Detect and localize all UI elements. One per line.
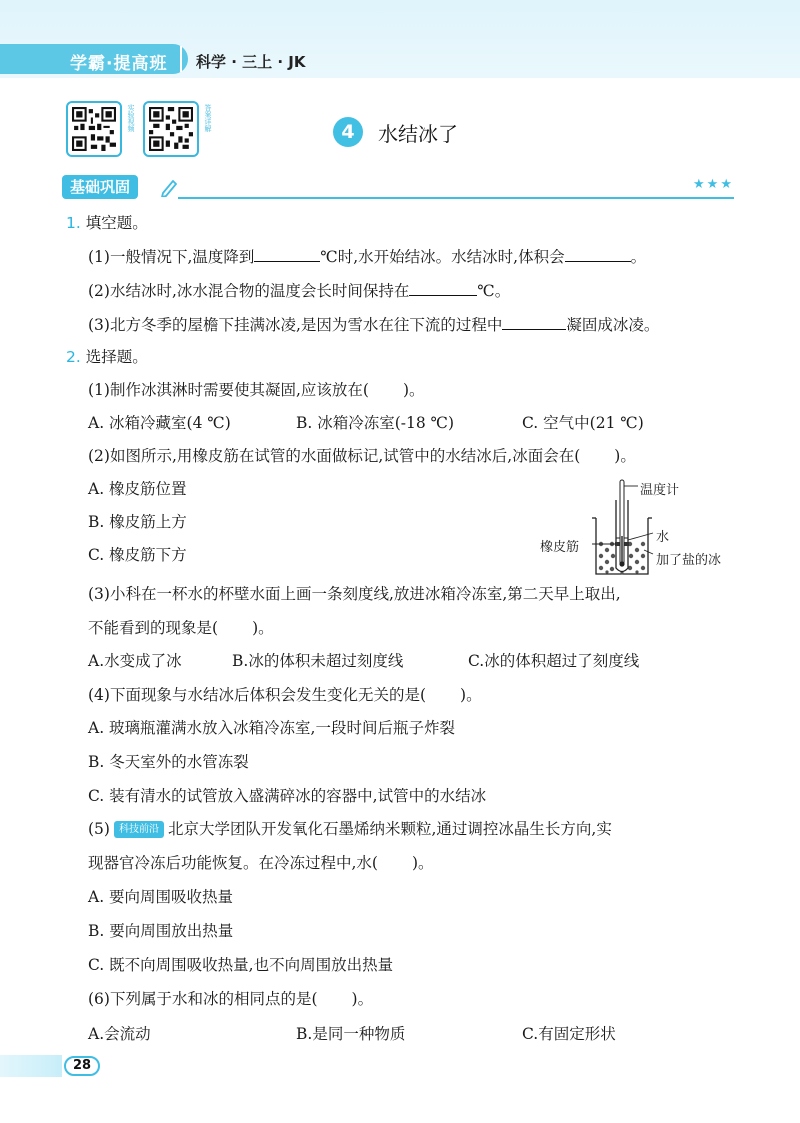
q2-3-option-a: A.水变成了冰 xyxy=(88,652,182,670)
q2-3-stem-line-1: (3)小科在一杯水的杯壁水面上画一条刻度线,放进冰箱冷冻室,第二天早上取出, xyxy=(88,585,621,603)
q2-5-option-b: B. 要向周围放出热量 xyxy=(88,922,234,940)
q1-item-2-text-a: (2)水结冰时,冰水混合物的温度会长时间保持在 xyxy=(88,282,410,300)
q2-5-stem-text-1: 北京大学团队开发氧化石墨烯纳米颗粒,通过调控冰晶生长方向,实 xyxy=(167,820,612,838)
q2-2-option-c: C. 橡皮筋下方 xyxy=(88,546,187,564)
q1-item-2 xyxy=(88,279,510,302)
tech-frontier-badge: 科技前沿 xyxy=(114,821,164,838)
q2-3-stem-text: 不能看到的现象是( xyxy=(88,619,219,637)
qr-code-icon xyxy=(72,107,116,151)
q2-1-option-a: A. 冰箱冷藏室(4 ℃) xyxy=(88,414,231,432)
q1-item-3 xyxy=(88,313,659,336)
q2-3-option-b: B.冰的体积未超过刻度线 xyxy=(232,652,404,670)
q1-item-1-blank-2[interactable] xyxy=(565,245,631,262)
q2-4-option-b: B. 冬天室外的水管冻裂 xyxy=(88,753,249,771)
experiment-figure xyxy=(540,476,740,576)
figure-label-thermometer: 温度计 xyxy=(640,483,680,498)
q2-6-stem-text: (6)下列属于水和冰的相同点的是( xyxy=(88,990,318,1008)
q1-item-1-blank-1[interactable] xyxy=(254,245,320,262)
section-title: 基础巩固 xyxy=(62,175,138,199)
page-number: 28 xyxy=(64,1056,100,1076)
q1-item-3-text-b: 凝固成冰凌。 xyxy=(566,316,660,334)
figure-label-salted-ice: 加了盐的冰 xyxy=(656,553,722,568)
q1-item-2-text-b: ℃。 xyxy=(477,282,511,300)
q1-item-1 xyxy=(88,245,646,268)
q1-item-1-text-b: ℃时,水开始结冰。水结冰时,体积会 xyxy=(320,248,565,266)
qr-code-answers[interactable] xyxy=(143,101,199,157)
lesson-number: 4 xyxy=(333,117,363,147)
q1-item-1-text-a: (1)一般情况下,温度降到 xyxy=(88,248,255,266)
difficulty-stars: ★★★ xyxy=(693,177,734,192)
qr-code-icon xyxy=(149,107,193,151)
qr-label-answers: 答案详解 xyxy=(204,104,212,132)
q2-4-option-a: A. 玻璃瓶灌满水放入冰箱冷冻室,一段时间后瓶子炸裂 xyxy=(88,719,455,737)
q1-heading xyxy=(66,212,148,234)
q2-2-stem-text: (2)如图所示,用橡皮筋在试管的水面做标记,试管中的水结冰后,冰面会在( xyxy=(88,447,581,465)
q2-2-stem-close: )。 xyxy=(614,447,636,465)
section-header xyxy=(62,175,734,199)
q2-5-prefix: (5) xyxy=(88,820,110,838)
q2-2-option-b: B. 橡皮筋上方 xyxy=(88,513,187,531)
q1-item-1-text-c: 。 xyxy=(630,248,647,266)
q2-1-option-b: B. 冰箱冷冻室(-18 ℃) xyxy=(296,414,455,432)
q2-5-option-c: C. 既不向周围吸收热量,也不向周围放出热量 xyxy=(88,956,394,974)
q2-6-option-a: A.会流动 xyxy=(88,1025,151,1043)
q2-6-stem xyxy=(88,988,373,1010)
subject-line: 科学 · 三上 · JK xyxy=(196,53,306,71)
q1-item-3-blank[interactable] xyxy=(502,313,566,330)
q2-1-stem-text: (1)制作冰淇淋时需要使其凝固,应该放在( xyxy=(88,381,369,399)
q2-3-option-c: C.冰的体积超过了刻度线 xyxy=(468,652,640,670)
q1-item-3-text-a: (3)北方冬季的屋檐下挂满冰凌,是因为雪水在往下流的过程中 xyxy=(88,316,503,334)
q2-2-option-a: A. 橡皮筋位置 xyxy=(88,480,187,498)
q2-5-stem-line-2 xyxy=(88,852,434,874)
q1-title: 填空题。 xyxy=(85,214,148,232)
lesson-title: 水结冰了 xyxy=(378,122,458,146)
q2-6-stem-close: )。 xyxy=(351,990,374,1008)
q2-5-option-a: A. 要向周围吸收热量 xyxy=(88,888,234,906)
q2-4-option-c: C. 装有清水的试管放入盛满碎冰的容器中,试管中的水结冰 xyxy=(88,787,487,805)
q2-1-stem-close: )。 xyxy=(402,381,425,399)
q2-1-option-c: C. 空气中(21 ℃) xyxy=(522,414,644,432)
q1-item-2-blank[interactable] xyxy=(409,279,477,296)
q2-6-option-b: B.是同一种物质 xyxy=(296,1025,406,1043)
section-divider xyxy=(178,197,734,199)
q2-5-stem-close: )。 xyxy=(411,854,434,872)
page-tab xyxy=(0,1055,62,1077)
figure-label-rubber-band: 橡皮筋 xyxy=(540,540,580,555)
q2-3-stem-line-2 xyxy=(88,617,274,639)
tab-divider xyxy=(180,46,182,72)
q2-title: 选择题。 xyxy=(85,348,148,366)
pencil-icon xyxy=(160,177,178,197)
q2-4-stem-close: )。 xyxy=(460,686,482,704)
qr-code-video[interactable] xyxy=(66,101,122,157)
q2-4-stem-text: (4)下面现象与水结冰后体积会发生变化无关的是( xyxy=(88,686,427,704)
q2-number: 2. xyxy=(66,348,81,366)
q2-6-option-c: C.有固定形状 xyxy=(522,1025,616,1043)
figure-label-water: 水 xyxy=(656,530,670,545)
q2-1-stem xyxy=(88,379,425,401)
series-title: 学霸·提高班 xyxy=(70,54,168,74)
q2-2-stem xyxy=(88,445,636,467)
q2-5-stem-line-1 xyxy=(88,818,612,840)
q1-number: 1. xyxy=(66,214,81,232)
q2-5-stem-text-2: 现器官冷冻后功能恢复。在冷冻过程中,水( xyxy=(88,854,378,872)
q2-4-stem xyxy=(88,684,482,706)
q2-heading xyxy=(66,346,148,368)
q2-3-stem-close: )。 xyxy=(252,619,274,637)
qr-label-video: 实验视频 xyxy=(127,104,135,132)
